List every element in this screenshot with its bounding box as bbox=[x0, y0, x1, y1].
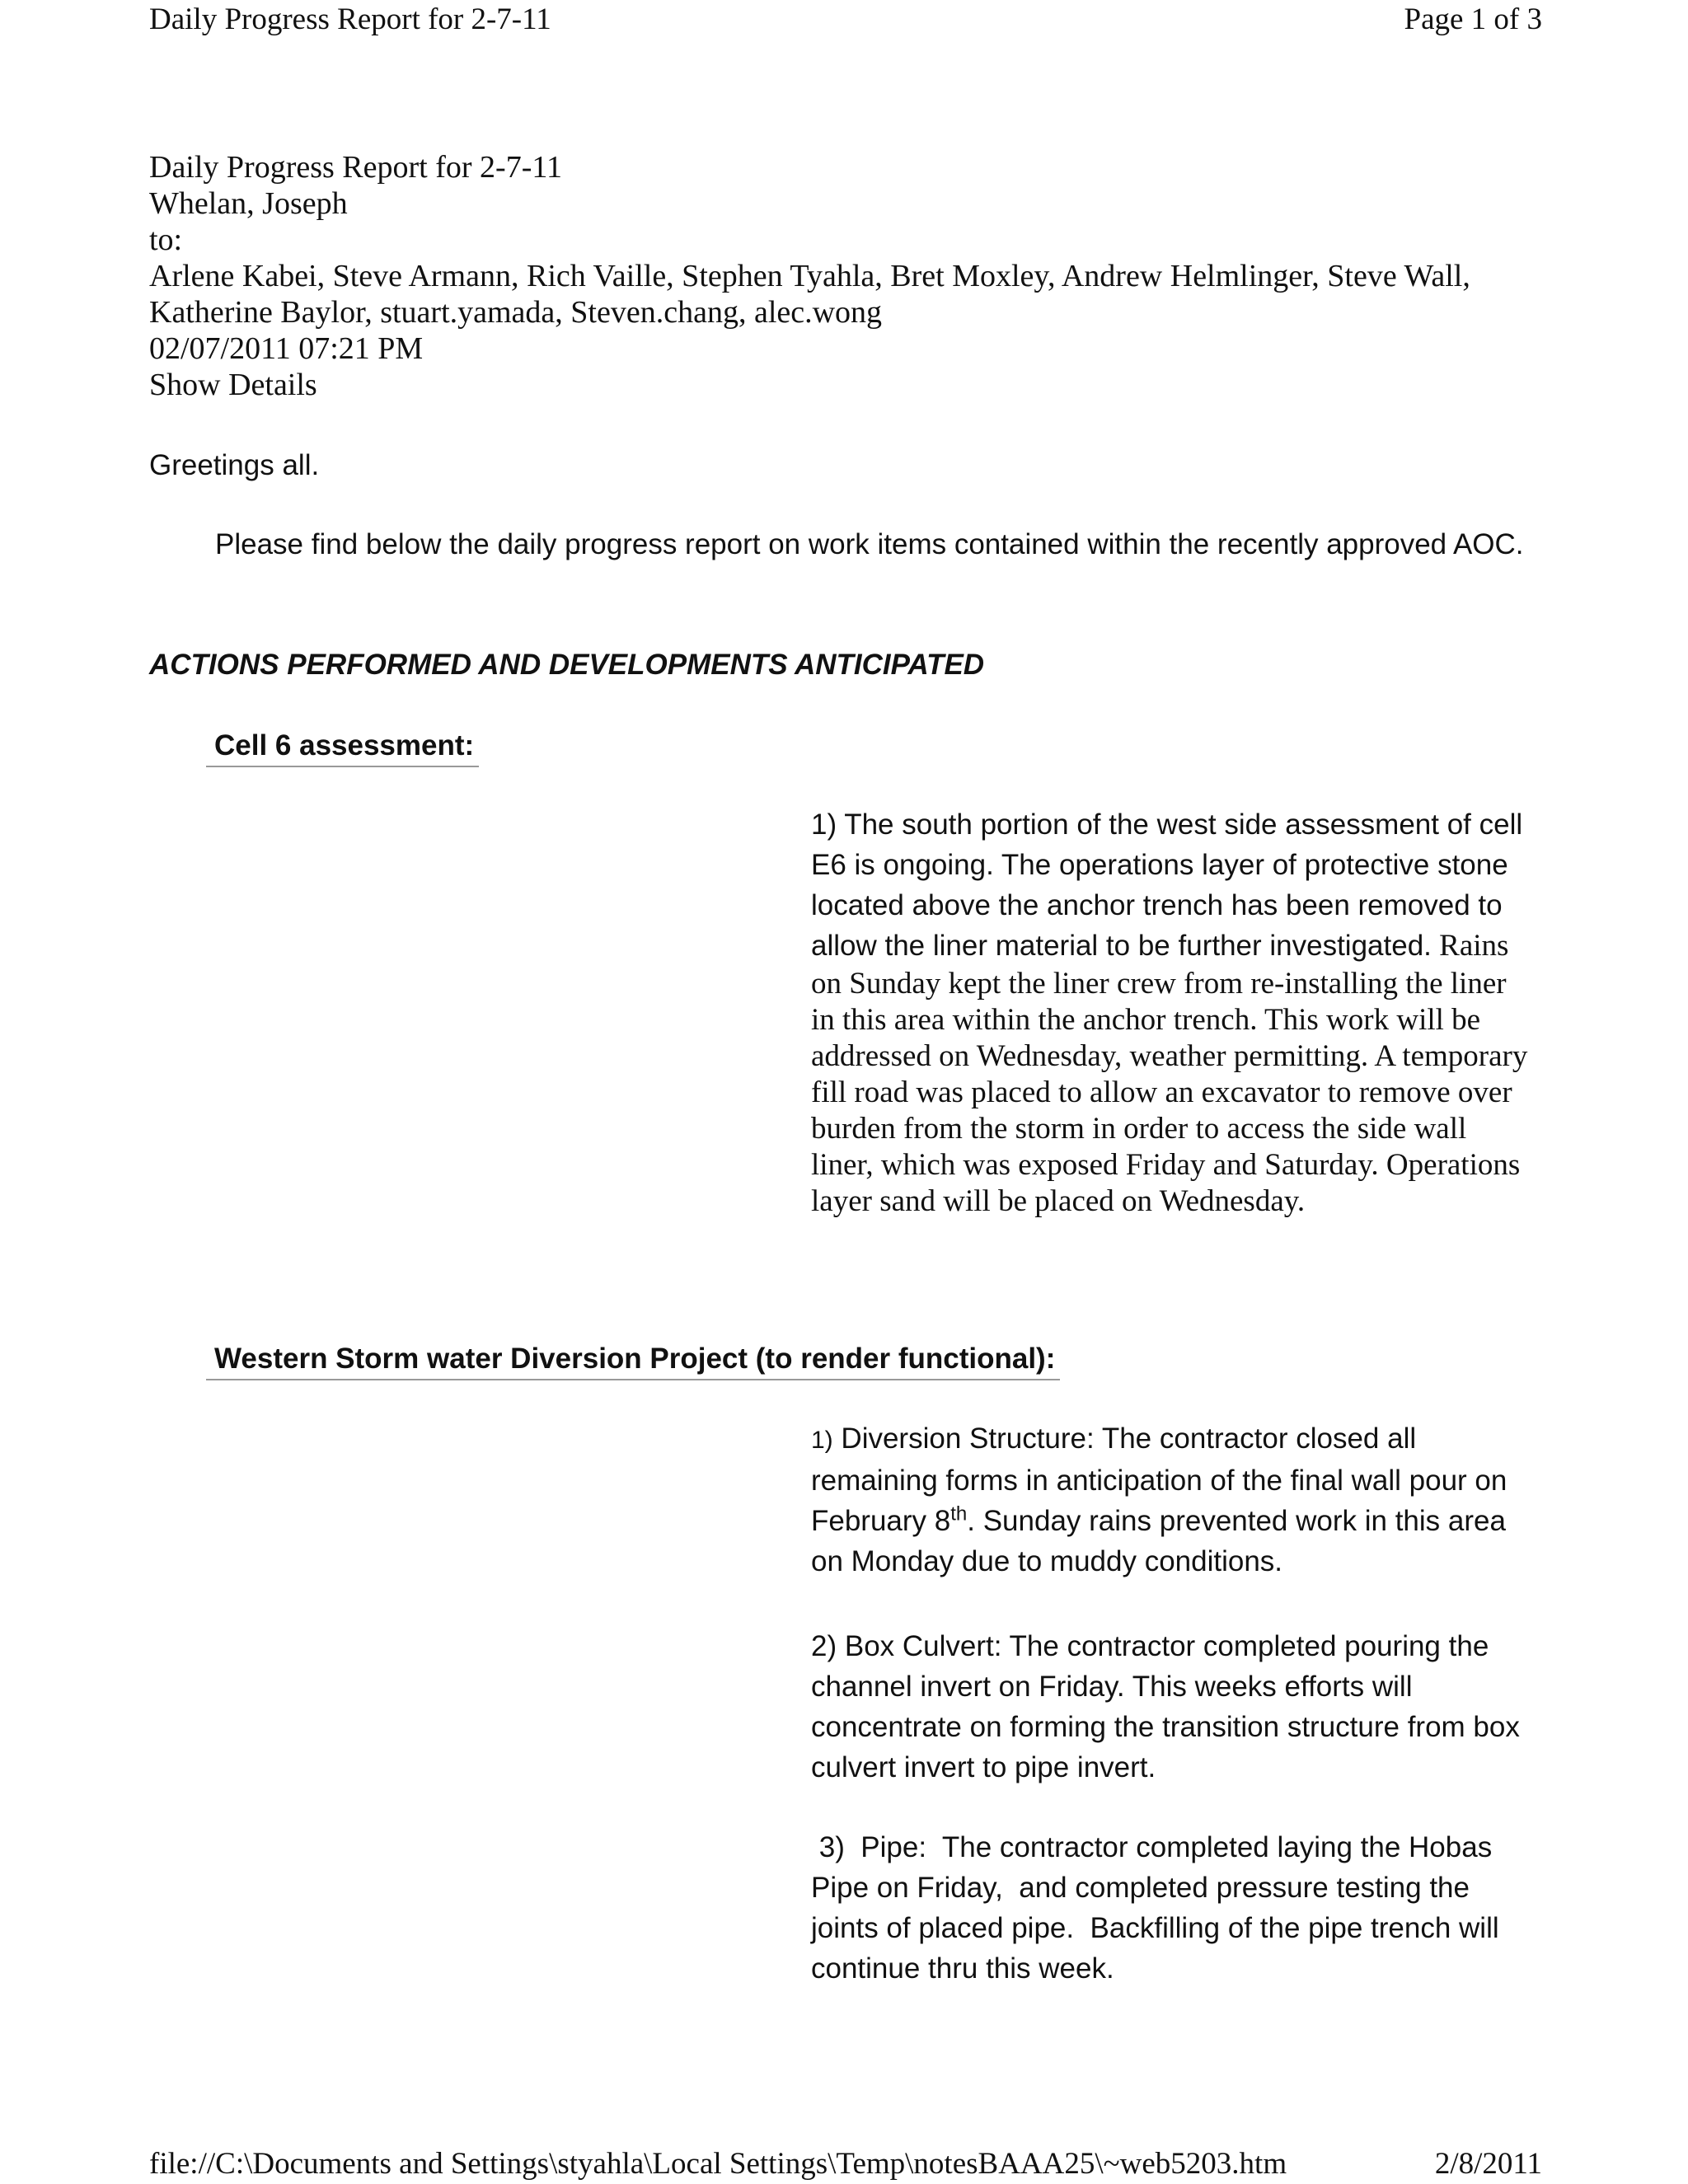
greeting: Greetings all. bbox=[149, 449, 320, 481]
western-item-1-text-end: . Sunday rains prevented work in this area on Monday due to muddy conditions. bbox=[811, 1505, 1506, 1577]
cell6-item-1 bbox=[811, 804, 1536, 1220]
page-header-title: Daily Progress Report for 2-7-11 bbox=[149, 2, 551, 36]
western-item-1-number: 1) bbox=[811, 1427, 833, 1454]
western-item-1-superscript: th bbox=[950, 1502, 968, 1526]
footer-file-path: file://C:\Documents and Settings\styahla\Local Settings\Temp\notesBAAA25\~web5203.htm bbox=[149, 2147, 1287, 2181]
memo-recipients: Arlene Kabei, Steve Armann, Rich Vaille, Stephen Tyahla, Bret Moxley, Andrew Helmlinger, Steve Wall, Katherine Baylor, stuart.yamada, Steven.chang, alec.wong bbox=[149, 259, 1470, 330]
western-heading: Western Storm water Diversion Project (to render functional): bbox=[206, 1338, 1060, 1380]
memo-datetime: 02/07/2011 07:21 PM bbox=[149, 331, 424, 366]
memo-subject: Daily Progress Report for 2-7-11 bbox=[149, 150, 562, 185]
memo-header bbox=[149, 149, 1534, 403]
memo-sender: Whelan, Joseph bbox=[149, 186, 348, 221]
intro-paragraph: Please find below the daily progress report on work items contained within the recently approved AOC. bbox=[215, 528, 1524, 560]
page-number: Page 1 of 3 bbox=[1404, 2, 1542, 36]
show-details-link[interactable]: Show Details bbox=[149, 368, 317, 402]
cell6-heading: Cell 6 assessment: bbox=[206, 725, 479, 767]
cell6-item-1-part-a: 1) The south portion of the west side assessment of cell E6 is ongoing. The operations layer of protective stone located above the anchor trench has been removed to allow the liner material to be further investigated. bbox=[811, 808, 1523, 962]
western-item-1 bbox=[811, 1418, 1536, 1582]
cell6-item-1-part-b: Rains on Sunday kept the liner crew from re-installing the liner in this area within the anchor trench. This work will be addressed on Wednesday, weather permitting. A temporary fill road was placed to allow an excavator to remove over burden from the storm in order to access the side wall liner, which was exposed Friday and Saturday. Operations layer sand will be placed on Wednesday. bbox=[811, 929, 1528, 1218]
memo-to-label: to: bbox=[149, 223, 183, 257]
section-title: ACTIONS PERFORMED AND DEVELOPMENTS ANTICIPATED bbox=[149, 649, 985, 681]
footer-date: 2/8/2011 bbox=[1434, 2147, 1542, 2181]
western-item-1-text: Diversion Structure: The contractor closed all remaining forms in anticipation of the final wall pour on February 8 bbox=[811, 1422, 1507, 1537]
western-item-3: 3) Pipe: The contractor completed laying the Hobas Pipe on Friday, and completed pressure testing the joints of placed pipe. Backfilling of the pipe trench will continue thru this week. bbox=[811, 1831, 1507, 1985]
western-item-2: 2) Box Culvert: The contractor completed pouring the channel invert on Friday. This weeks efforts will concentrate on forming the transition structure from box culvert invert to pipe invert. bbox=[811, 1630, 1520, 1783]
